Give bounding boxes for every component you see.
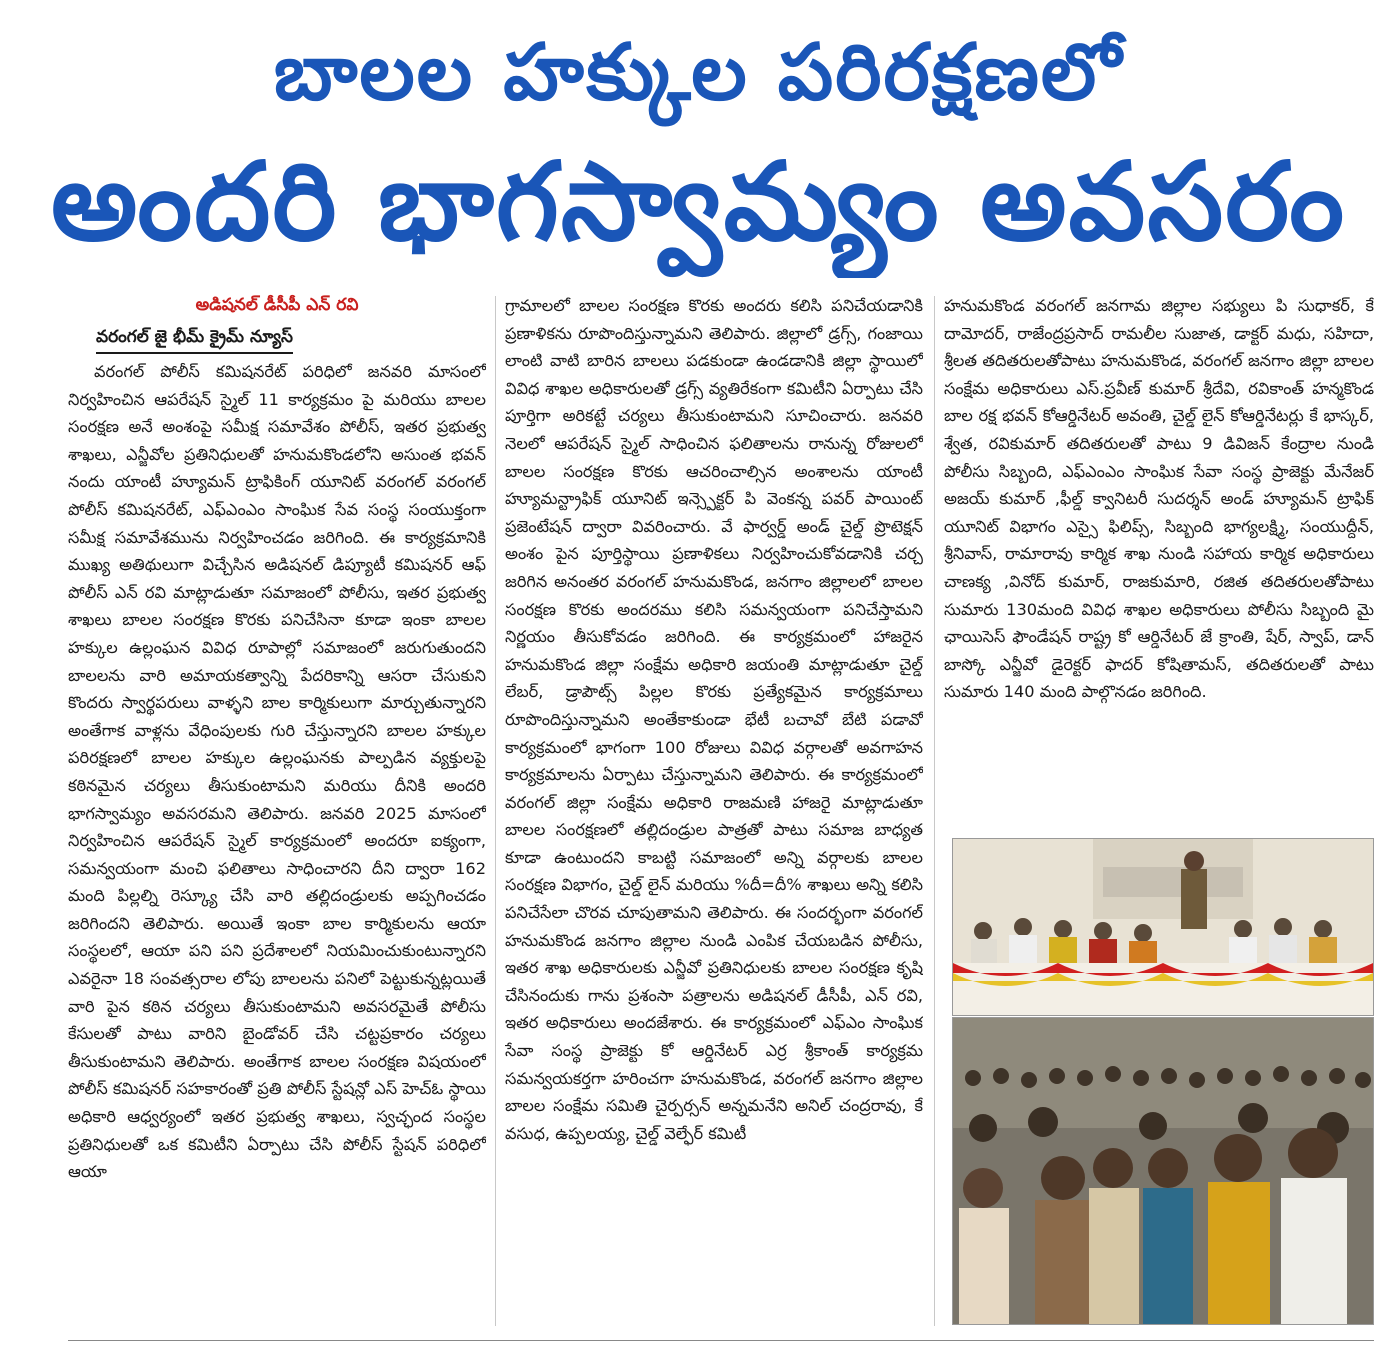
event-dais-photo xyxy=(952,838,1374,1016)
article-column-3 xyxy=(944,292,1374,812)
article-body-column-1: వరంగల్ పోలీస్ కమిషనరేట్ పరిధిలో జనవరి మాసంలో నిర్వహించిన ఆపరేషన్ స్మైల్ 11 కార్యక్రమం పై మరియు బాలల సంరక్షణ అనే అంశంపై సమీక్ష సమావేశం పోలీస్, ఇతర ప్రభుత్వ శాఖలు, ఎన్జీవోల ప్రతినిధులతో హనుమకొండలోని అసుంత భవన్ నందు యాంటీ హ్యూమన్ ట్రాఫికింగ్ యూనిట్ వరంగల్ వరంగల్ పోలీస్ కమిషనరేట్, ఎఫ్ఎంఎం సాంఘిక సేవ సంస్థ సంయుక్తంగా సమీక్ష సమావేశమును నిర్వహించడం జరిగింది. ఈ కార్యక్రమానికి ముఖ్య అతిథులుగా విచ్చేసిన అడిషనల్ డిప్యూటీ కమిషనర్ ఆఫ్ పోలీస్ ఎన్ రవి మాట్లాడుతూ సమాజంలో పోలీసు, ఇతర ప్రభుత్వ శాఖలు బాలల సంరక్షణ కొరకు పనిచేసినా కూడా ఇంకా బాలల హక్కుల ఉల్లంఘన వివిధ రూపాల్లో సమాజంలో జరుగుతుందని బాలలను వారి అమాయకత్వాన్ని పేదరికాన్ని ఆసరా చేసుకుని కొందరు స్వార్థపరులు వాళ్ళని బాల కార్మికులుగా మార్చుతున్నారని అంతేగాక వాళ్లను వేధింపులకు గురి చేస్తున్నారని బాలల హక్కుల పరిరక్షణలో బాలల హక్కుల ఉల్లంఘనకు పాల్పడిన వ్యక్తులపై కఠినమైన చర్యలు తీసుకుంటామని మరియు దీనికి అందరి భాగస్వామ్యం అవసరమని తెలిపారు. జనవరి 2025 మాసంలో నిర్వహించిన ఆపరేషన్ స్మైల్ కార్యక్రమంలో అందరూ ఐక్యంగా, సమన్వయంగా మంచి ఫలితాలు సాధించారని దీని ద్వారా 162 మంది పిల్లల్ని రెస్క్యూ చేసి వారి తల్లిదండ్రులకు అప్పగించడం జరిగిందని తెలిపారు. అయితే ఇంకా బాల కార్మికులను ఆయా సంస్థలలో, ఆయా పని పని ప్రదేశాలలో నియమించుకుంటున్నారని ఎవరైనా 18 సంవత్సరాల లోపు బాలలను పనిలో పెట్టుకున్నట్లయితే వారి పైన కఠిన చర్యలు తీసుకుంటామని అవసరమైతే పోలీసు కేసులతో పాటు వారిని బైండోవర్ చేసి చట్టప్రకారం చర్యలు తీసుకుంటామని తెలిపారు. అంతేగాక బాలల సంరక్షణ విషయంలో పోలీస్ కమిషనర్ సహకారంతో ప్రతి పోలీస్ స్టేషన్లో ఎస్ హెచ్ఓ స్థాయి అధికారి ఆధ్వర్యంలో ఇతర ప్రభుత్వ శాఖలు, స్వచ్ఛంద సంస్థల ప్రతినిధులతో ఒక కమిటీని ఏర్పాటు చేసి పోలీస్ స్టేషన్ పరిధిలో ఆయా xyxy=(68,362,486,1182)
headline-line-1: బాలల హక్కుల పరిరక్షణలో xyxy=(273,28,1124,118)
headline-line-2: అందరి భాగస్వామ్యం అవసరం xyxy=(51,140,1346,265)
dateline: వరంగల్ జై భీమ్ క్రైమ్ న్యూస్ xyxy=(96,322,293,354)
audience-photo xyxy=(952,1017,1374,1325)
bottom-rule xyxy=(68,1340,1374,1341)
article-column-2 xyxy=(505,292,923,1332)
article-body-column-2: గ్రామాలలో బాలల సంరక్షణ కొరకు అందరు కలిసి పనిచేయడానికి ప్రణాళికను రూపొందిస్తున్నామని తెలిపారు. జిల్లాలో డ్రగ్స్, గంజాయి లాంటి వాటి బారిన బాలలు పడకుండా ఉండడానికి జిల్లా స్థాయిలో వివిధ శాఖల అధికారులతో డ్రగ్స్ వ్యతిరేకంగా కమిటీని ఏర్పాటు చేసి పూర్తిగా అరికట్టే చర్యలు తీసుకుంటామని సూచించారు. జనవరి నెలలో ఆపరేషన్ స్మైల్ సాధించిన ఫలితాలను రానున్న రోజులలో బాలల సంరక్షణ కొరకు ఆచరించాల్సిన అంశాలను యాంటీ హ్యూమన్ట్రాఫిక్ యూనిట్ ఇన్స్పెక్టర్ పి వెంకన్న పవర్ పాయింట్ ప్రజెంటేషన్ ద్వారా వివరించారు. వే ఫార్వర్డ్ అండ్ చైల్డ్ ప్రొటెక్షన్ అంశం పైన పూర్తిస్థాయి ప్రణాళికలు నిర్వహించుకోవడానికి చర్చ జరిగిన అనంతర వరంగల్ హనుమకొండ, జనగాం జిల్లాలలో బాలల సంరక్షణ కొరకు అందరము కలిసి సమన్వయంగా పనిచేస్తామని నిర్ణయం తీసుకోవడం జరిగింది. ఈ కార్యక్రమంలో హాజరైన హనుమకొండ జిల్లా సంక్షేమ అధికారి జయంతి మాట్లాడుతూ చైల్డ్ లేబర్, డ్రాపౌట్స్ పిల్లల కొరకు ప్రత్యేకమైన కార్యక్రమాలు రూపొందిస్తున్నామని అంతేకాకుండా భేటీ బచావో బేటి పడావో కార్యక్రమంలో భాగంగా 100 రోజులు వివిధ వర్గాలతో అవగాహన కార్యక్రమాలను ఏర్పాటు చేస్తున్నామని తెలిపారు. ఈ కార్యక్రమంలో వరంగల్ జిల్లా సంక్షేమ అధికారి రాజమణి హాజరై మాట్లాడుతూ బాలల సంరక్షణలో తల్లిదండ్రుల పాత్రతో పాటు సమాజ బాధ్యత కూడా ఉంటుందని కాబట్టి సమాజంలో అన్ని వర్గాలకు బాలల సంరక్షణ విభాగం, చైల్డ్ లైన్ మరియు %దీ=దీ% శాఖలు అన్ని కలిసి పనిచేసేలా చొరవ చూపుతామని తెలిపారు. ఈ సందర్భంగా వరంగల్ హనుమకొండ జనగాం జిల్లాల నుండి ఎంపిక చేయబడిన పోలీసు, ఇతర శాఖ అధికారులకు ఎన్జీవో ప్రతినిధులకు బాలల సంరక్షణ కృషి చేసినందుకు గాను ప్రశంసా పత్రాలను అడిషనల్ డీసీపీ, ఎన్ రవి, ఇతర అధికారులు అందజేశారు. ఈ కార్యక్రమంలో ఎఫ్ఎం సాంఘిక సేవా సంస్థ ప్రాజెక్టు కో ఆర్డినేటర్ ఎర్ర శ్రీకాంత్ కార్యక్రమ సమన్వయకర్తగా హరించగా హనుమకొండ, వరంగల్ జనగాం జిల్లాల బాలల సంక్షేమ సమితి చైర్పర్సన్ అన్నమనేని అనిల్ చంద్రరావు, కే వసుధ, ఉప్పలయ్య, చైల్డ్ వెల్ఫేర్ కమిటీ xyxy=(505,296,923,1143)
byline: అడిషనల్ డీసీపీ ఎన్ రవి xyxy=(195,295,359,315)
article-column-1 xyxy=(68,292,486,1332)
article-body-column-3: హనుమకొండ వరంగల్ జనగామ జిల్లాల సభ్యులు పి సుధాకర్, కే దామోదర్, రాజేంద్రప్రసాద్ రామలీల సుజాత, డాక్టర్ మధు, సహిదా, శ్రీలత తదితరులతోపాటు హనుమకొండ, వరంగల్ జనగాం జిల్లా బాలల సంక్షేమ అధికారులు ఎస్.ప్రవీణ్ కుమార్ శ్రీదేవి, రవికాంత్ హన్మకొండ బాల రక్ష భవన్ కోఆర్డినేటర్ అవంతి, చైల్డ్ లైన్ కోఆర్డినేటర్లు కే భాస్కర్, శ్వేత, రవికుమార్ తదితరులతో పాటు 9 డివిజన్ కేంద్రాల నుండి పోలీసు సిబ్బంది, ఎఫ్ఎంఎం సాంఘిక సేవా సంస్థ ప్రాజెక్టు మేనేజర్ అజయ్ కుమార్ ,ఫీల్డ్ క్వానిటరీ సుదర్శన్ అండ్ హ్యూమన్ ట్రాఫిక్ యూనిట్ విభాగం ఎస్సై ఫిలిప్స్, సిబ్బంది భాగ్యలక్ష్మి, సంయుద్దీన్, శ్రీనివాస్, రామారావు కార్మిక శాఖ నుండి సహాయ కార్మిక అధికారులు చాణక్య ,వినోద్ కుమార్, రాజకుమారి, రజిత తదితరులతోపాటు సుమారు 130మంది వివిధ శాఖల అధికారులు పోలీసు సిబ్బంది మై ఛాయిసెస్ ఫౌండేషన్ రాష్ట్ర కో ఆర్డినేటర్ జే క్రాంతి, షేర్, స్వాప్, డాన్ బాస్కో ఎన్జీవో డైరెక్టర్ ఫాదర్ కోషితామస్, తదితరులతో పాటు సుమారు 140 మంది పాల్గొనడం జరిగింది. xyxy=(944,296,1374,702)
column-divider xyxy=(495,296,496,1326)
column-divider xyxy=(934,296,935,1326)
